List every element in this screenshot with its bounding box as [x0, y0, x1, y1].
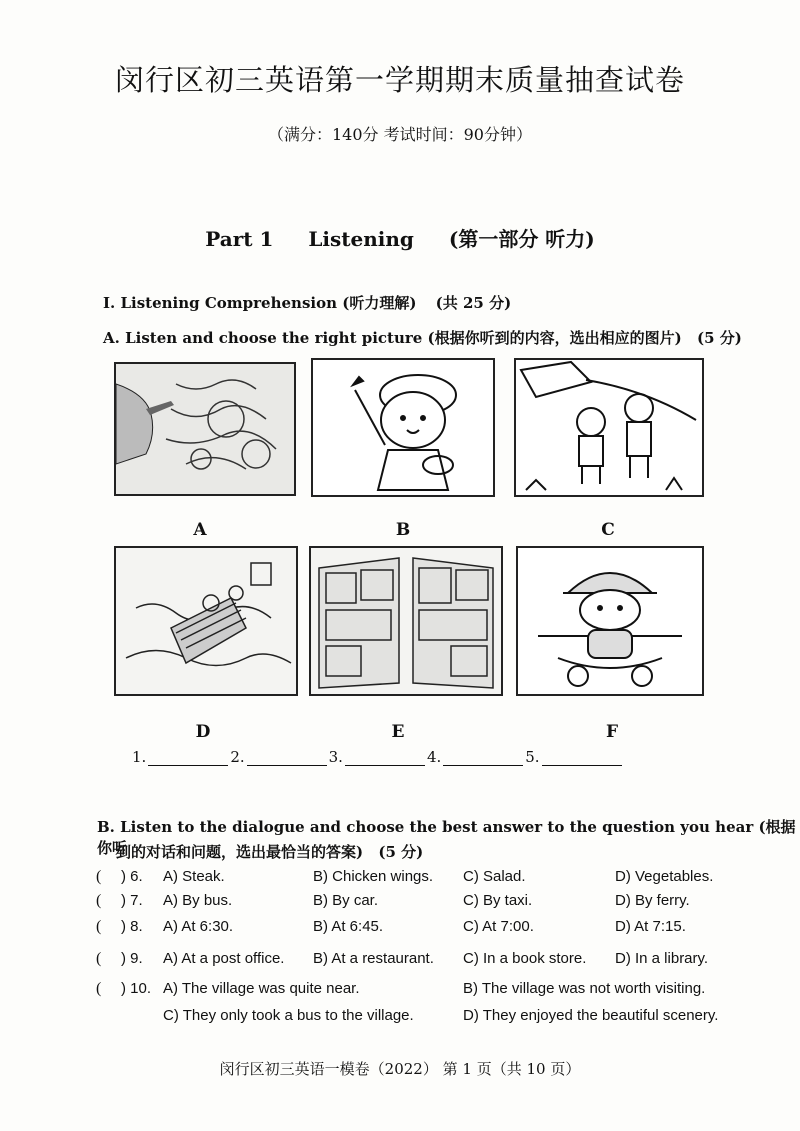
picture-c-label: C: [601, 520, 615, 540]
section-a-title: A. Listen and choose the right picture (根据你听到的内容，选出相应的图片): [103, 329, 682, 347]
option-d: D) By ferry.: [615, 892, 690, 909]
picture-e: [309, 546, 503, 696]
option-b: B) At 6:45.: [313, 918, 384, 935]
section-a-score: (5 分): [696, 329, 742, 347]
picture-d-label: D: [195, 722, 211, 742]
question-number: ) 6.: [121, 868, 143, 885]
kids-flying-kite-icon: [516, 360, 702, 495]
section-1-score: (共 25 分): [435, 294, 512, 312]
picture-b: [311, 358, 495, 497]
section-b-title-line1: B. Listen to the dialogue and choose the best answer to the question you hear (根据你听: [97, 818, 796, 857]
part-cn: (第一部分 听力): [448, 227, 595, 251]
answer-blank[interactable]: 1.: [132, 748, 230, 766]
part-heading: [0, 223, 800, 252]
boy-on-motorbike-icon: [518, 548, 702, 694]
option-b: B) The village was not worth visiting.: [463, 980, 706, 997]
hand-painting-icon: [116, 364, 294, 494]
exam-subtitle: （满分：140分 考试时间：90分钟）: [268, 125, 532, 144]
answer-paren[interactable]: (: [96, 868, 102, 885]
section-1-heading: [103, 292, 511, 313]
option-a: A) The village was quite near.: [163, 980, 360, 997]
option-b: B) Chicken wings.: [313, 868, 434, 885]
answer-paren[interactable]: (: [96, 892, 102, 909]
section-b-score: (5 分): [378, 843, 424, 861]
question-number: ) 7.: [121, 892, 143, 909]
section-b-title-cn: 到的对话和问题，选出最恰当的答案): [116, 843, 364, 861]
question-number: ) 10.: [121, 980, 152, 997]
picture-b-label: B: [395, 520, 411, 540]
answer-paren[interactable]: (: [96, 950, 102, 967]
answer-blanks: [132, 748, 624, 766]
option-c: C) By taxi.: [463, 892, 533, 909]
picture-a-label: A: [193, 520, 207, 540]
answer-paren[interactable]: (: [96, 980, 102, 997]
answer-blank[interactable]: 4.: [427, 748, 525, 766]
answer-blank[interactable]: 3.: [329, 748, 427, 766]
picture-e-label: E: [391, 722, 405, 742]
comic-book-icon: [311, 548, 501, 694]
option-b: B) At a restaurant.: [313, 950, 434, 967]
page-footer: 闵行区初三英语一模卷（2022） 第 1 页（共 10 页）: [219, 1060, 581, 1078]
picture-f-label: F: [605, 722, 619, 742]
answer-blank[interactable]: 2.: [230, 748, 328, 766]
part-name: Part 1: [205, 227, 274, 251]
question-number: ) 8.: [121, 918, 143, 935]
answer-blank[interactable]: 5.: [525, 748, 623, 766]
child-artist-icon: [313, 360, 493, 495]
option-d: D) At 7:15.: [615, 918, 686, 935]
picture-c: [514, 358, 704, 497]
section-b-title-line2: [116, 841, 423, 862]
section-a-heading: [103, 327, 742, 348]
option-a: A) By bus.: [163, 892, 233, 909]
option-a: A) Steak.: [163, 868, 225, 885]
exam-title: 闵行区初三英语第一学期期末质量抽查试卷: [114, 63, 685, 97]
answer-paren[interactable]: (: [96, 918, 102, 935]
option-d: D) In a library.: [615, 950, 709, 967]
option-c: C) They only took a bus to the village.: [163, 1007, 414, 1024]
option-a: A) At a post office.: [163, 950, 285, 967]
picture-a: [114, 362, 296, 496]
option-a: A) At 6:30.: [163, 918, 234, 935]
option-c: C) In a book store.: [463, 950, 587, 967]
option-b: B) By car.: [313, 892, 379, 909]
option-d: D) They enjoyed the beautiful scenery.: [463, 1007, 719, 1024]
section-1-title: I. Listening Comprehension (听力理解): [103, 294, 417, 312]
question-number: ) 9.: [121, 950, 143, 967]
picture-d: [114, 546, 298, 696]
option-c: C) At 7:00.: [463, 918, 534, 935]
option-d: D) Vegetables.: [615, 868, 714, 885]
rafting-icon: [116, 548, 296, 694]
option-c: C) Salad.: [463, 868, 526, 885]
part-label: Listening: [308, 227, 414, 251]
picture-f: [516, 546, 704, 696]
